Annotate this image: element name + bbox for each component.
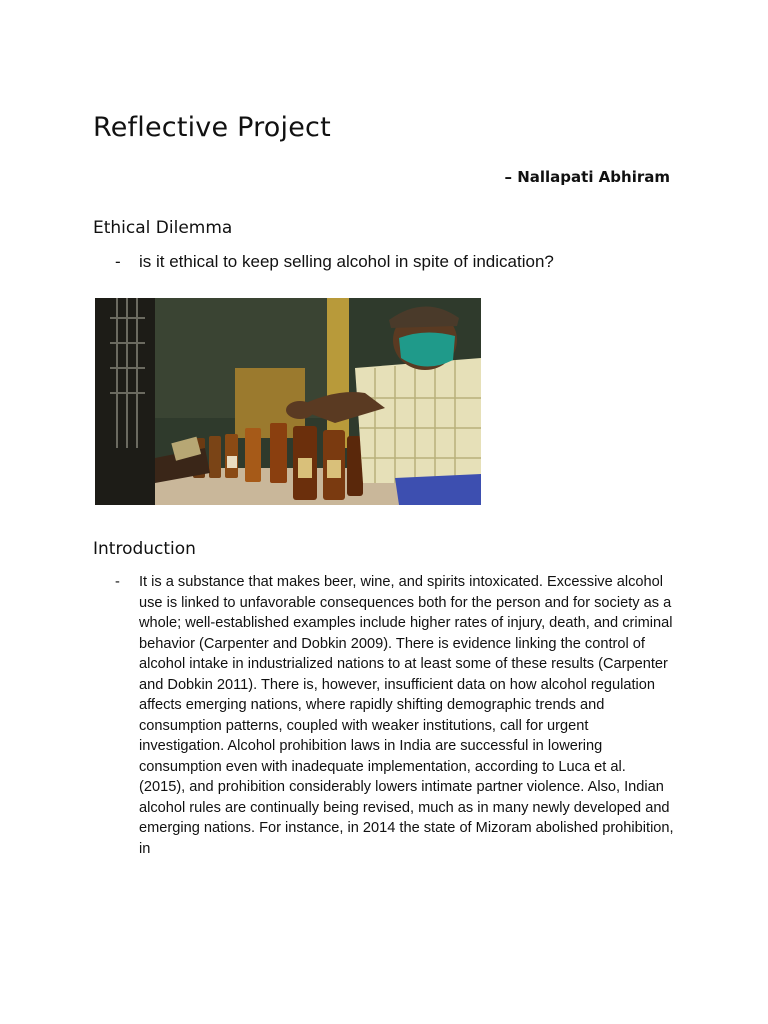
ethical-dilemma-heading: Ethical Dilemma [93, 218, 233, 238]
introduction-heading: Introduction [93, 539, 196, 559]
liquor-shop-illustration [95, 298, 481, 505]
page-title: Reflective Project [93, 112, 331, 143]
introduction-item [115, 572, 675, 859]
introduction-paragraph: It is a substance that makes beer, wine, and spirits intoxicated. Excessive alcohol use is linked to unfavorable consequences both for the person and for society as a whole; well-established examples include higher rates of injury, death, and criminal behavior (Carpenter and Dobkin 2009). There is evidence linking the control of alcohol intake in industrialized nations to at least some of these results (Carpenter and Dobkin 2011). There is, however, insufficient data on how alcohol regulation affects emerging nations, where rapidly shifting demographic trends and consumption patterns, coupled with weaker institutions, call for urgent investigation. Alcohol prohibition laws in India are successful in lowering consumption even with inadequate implementation, according to Luca et al. (2015), and prohibition considerably lowers intimate partner violence. Also, Indian alcohol rules are continually being revised, much as in many newly developed and emerging nations. For instance, in 2014 the state of Mizoram abolished prohibition, in [139, 574, 674, 857]
liquor-shop-photo [95, 298, 481, 505]
author-name: – Nallapati Abhiram [504, 168, 670, 186]
ethical-question-item [115, 252, 675, 272]
ethical-question-text: is it ethical to keep selling alcohol in spite of indication? [139, 252, 554, 271]
bullet-marker: - [115, 574, 120, 590]
bullet-marker: - [115, 252, 121, 271]
